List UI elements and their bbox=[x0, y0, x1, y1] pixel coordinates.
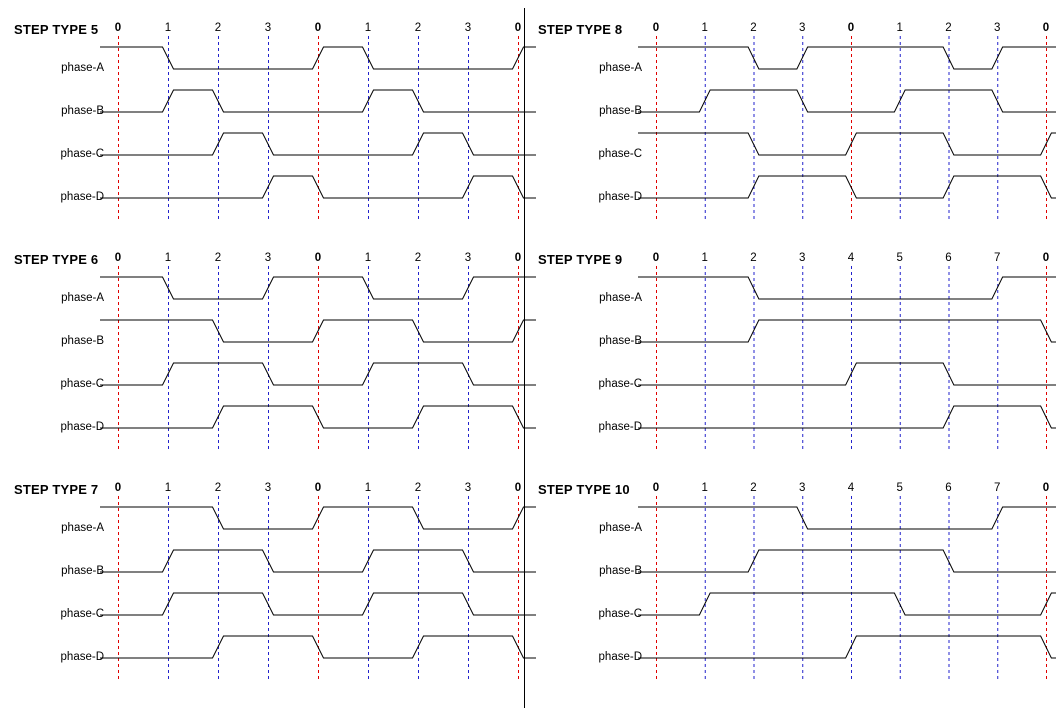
tick-label: 0 bbox=[314, 22, 322, 34]
waveform-phase-D bbox=[638, 636, 1056, 658]
panel-step-type-7 bbox=[14, 482, 538, 697]
tick-label: 0 bbox=[514, 22, 522, 34]
tick-label: 2 bbox=[214, 22, 222, 34]
waveform-phase-B bbox=[638, 90, 1056, 112]
tick-label: 3 bbox=[264, 252, 272, 264]
phase-label: phase-B bbox=[61, 565, 104, 577]
phase-label: phase-B bbox=[61, 105, 104, 117]
tick-label: 0 bbox=[1042, 482, 1050, 494]
tick-label: 3 bbox=[264, 482, 272, 494]
phase-label: phase-C bbox=[598, 608, 642, 620]
tick-label: 4 bbox=[847, 482, 855, 494]
tick-label: 0 bbox=[314, 482, 322, 494]
tick-label: 0 bbox=[114, 252, 122, 264]
tick-label: 3 bbox=[799, 22, 806, 34]
tick-label: 0 bbox=[652, 22, 660, 34]
tick-label: 2 bbox=[214, 252, 222, 264]
panel-step-type-6 bbox=[14, 252, 538, 467]
waveform-phase-D bbox=[638, 406, 1056, 428]
waveform-phase-B bbox=[638, 550, 1056, 572]
tick-label: 2 bbox=[214, 482, 222, 494]
panel-step-type-9 bbox=[538, 252, 1056, 467]
phase-label: phase-B bbox=[61, 335, 104, 347]
tick-label: 2 bbox=[414, 482, 422, 494]
waveform-plot bbox=[538, 22, 1056, 237]
phase-label: phase-B bbox=[599, 565, 642, 577]
waveform-phase-C bbox=[638, 133, 1056, 155]
tick-label: 2 bbox=[945, 22, 952, 34]
panel-step-type-5 bbox=[14, 22, 538, 237]
waveform-phase-A bbox=[638, 277, 1056, 299]
phase-label: phase-A bbox=[61, 292, 104, 304]
phase-label: phase-D bbox=[60, 191, 104, 203]
phase-label: phase-A bbox=[599, 62, 642, 74]
tick-label: 5 bbox=[896, 252, 903, 264]
phase-label: phase-D bbox=[598, 421, 642, 433]
panel-step-type-8 bbox=[538, 22, 1056, 237]
tick-label: 7 bbox=[994, 482, 1001, 494]
phase-label: phase-C bbox=[60, 148, 104, 160]
tick-label: 3 bbox=[799, 482, 806, 494]
waveform-plot bbox=[14, 252, 538, 467]
phase-label: phase-A bbox=[599, 292, 642, 304]
tick-label: 3 bbox=[799, 252, 806, 264]
panel-title: STEP TYPE 9 bbox=[538, 252, 623, 267]
tick-label: 0 bbox=[514, 482, 522, 494]
tick-label: 0 bbox=[1042, 252, 1050, 264]
tick-label: 1 bbox=[701, 252, 708, 264]
tick-label: 4 bbox=[847, 252, 855, 264]
panel-title: STEP TYPE 10 bbox=[538, 482, 630, 497]
waveform-plot bbox=[538, 252, 1056, 467]
phase-label: phase-C bbox=[598, 378, 642, 390]
tick-label: 2 bbox=[414, 252, 422, 264]
tick-label: 1 bbox=[896, 22, 903, 34]
tick-label: 0 bbox=[114, 22, 122, 34]
phase-label: phase-A bbox=[61, 522, 104, 534]
waveform-phase-C bbox=[638, 363, 1056, 385]
phase-label: phase-C bbox=[60, 608, 104, 620]
tick-label: 1 bbox=[164, 482, 172, 494]
tick-label: 3 bbox=[994, 22, 1001, 34]
tick-label: 0 bbox=[847, 22, 855, 34]
tick-label: 1 bbox=[701, 22, 708, 34]
phase-label: phase-D bbox=[60, 421, 104, 433]
phase-label: phase-B bbox=[599, 105, 642, 117]
panel-step-type-10 bbox=[538, 482, 1056, 697]
phase-label: phase-C bbox=[60, 378, 104, 390]
tick-label: 1 bbox=[701, 482, 708, 494]
tick-label: 0 bbox=[514, 252, 522, 264]
waveform-plot bbox=[14, 22, 538, 237]
panel-title: STEP TYPE 7 bbox=[14, 482, 99, 497]
tick-label: 6 bbox=[945, 252, 952, 264]
tick-label: 3 bbox=[464, 22, 472, 34]
waveform-phase-C bbox=[638, 593, 1056, 615]
tick-label: 1 bbox=[364, 252, 372, 264]
tick-label: 5 bbox=[896, 482, 903, 494]
waveform-phase-B bbox=[638, 320, 1056, 342]
waveform-plot bbox=[538, 482, 1056, 697]
tick-label: 2 bbox=[414, 22, 422, 34]
phase-label: phase-D bbox=[60, 651, 104, 663]
panel-title: STEP TYPE 6 bbox=[14, 252, 99, 267]
tick-label: 1 bbox=[164, 22, 172, 34]
tick-label: 2 bbox=[750, 482, 757, 494]
tick-label: 1 bbox=[364, 482, 372, 494]
panel-title: STEP TYPE 5 bbox=[14, 22, 99, 37]
tick-label: 2 bbox=[750, 22, 757, 34]
tick-label: 6 bbox=[945, 482, 952, 494]
tick-label: 0 bbox=[652, 252, 660, 264]
tick-label: 1 bbox=[164, 252, 172, 264]
waveform-phase-A bbox=[638, 47, 1056, 69]
tick-label: 3 bbox=[264, 22, 272, 34]
phase-label: phase-A bbox=[599, 522, 642, 534]
tick-label: 7 bbox=[994, 252, 1001, 264]
tick-label: 3 bbox=[464, 482, 472, 494]
panel-title: STEP TYPE 8 bbox=[538, 22, 623, 37]
phase-label: phase-B bbox=[599, 335, 642, 347]
phase-label: phase-C bbox=[598, 148, 642, 160]
tick-label: 3 bbox=[464, 252, 472, 264]
waveform-plot bbox=[14, 482, 538, 697]
phase-label: phase-D bbox=[598, 651, 642, 663]
waveform-phase-A bbox=[638, 507, 1056, 529]
tick-label: 2 bbox=[750, 252, 757, 264]
tick-label: 0 bbox=[652, 482, 660, 494]
waveform-phase-D bbox=[638, 176, 1056, 198]
tick-label: 0 bbox=[114, 482, 122, 494]
phase-label: phase-D bbox=[598, 191, 642, 203]
tick-label: 1 bbox=[364, 22, 372, 34]
tick-label: 0 bbox=[314, 252, 322, 264]
phase-label: phase-A bbox=[61, 62, 104, 74]
tick-label: 0 bbox=[1042, 22, 1050, 34]
